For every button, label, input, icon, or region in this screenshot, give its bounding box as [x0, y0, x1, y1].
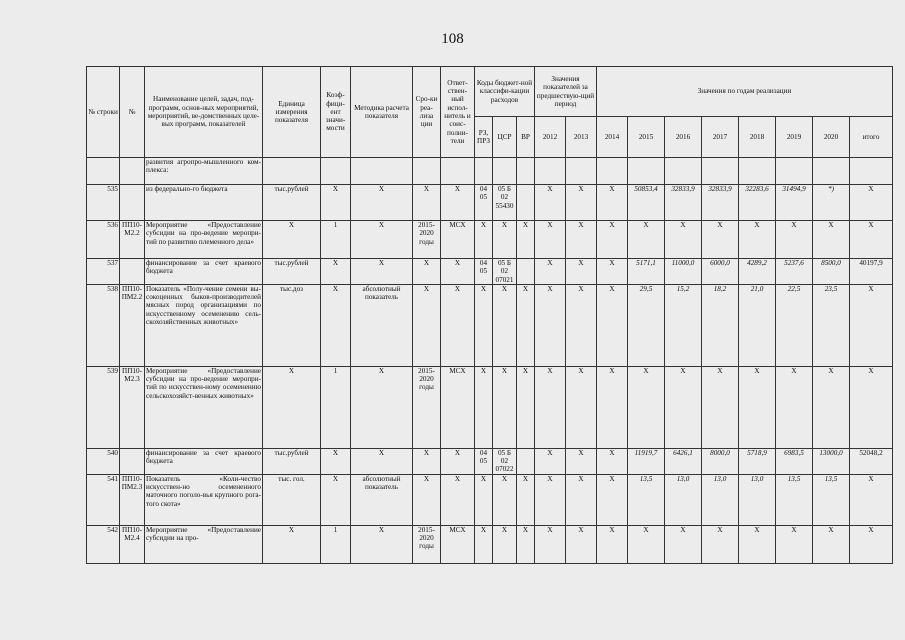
table-cell	[517, 259, 535, 285]
table-cell: X	[413, 259, 441, 285]
table-cell: 8500,0	[813, 259, 850, 285]
table-cell: 18,2	[702, 284, 739, 366]
table-cell: развития агропро-мышленного ком-плекса:	[145, 158, 263, 185]
table-cell: 52048,2	[850, 448, 893, 474]
table-row	[87, 448, 893, 474]
table-cell: Показатель «Коли-чество искусствен-но осемененного маточного поголо-вья крупного рога-того скота»	[145, 474, 263, 525]
table-cell: 22,5	[776, 284, 813, 366]
table-cell: абсолютный показатель	[351, 474, 413, 525]
table-cell: МСХ	[441, 221, 475, 259]
header-unit: Единица измерения показателя	[263, 67, 321, 158]
table-cell	[665, 158, 702, 185]
table-cell: 23,5	[813, 284, 850, 366]
table-cell: X	[413, 474, 441, 525]
table-cell: 13,0	[702, 474, 739, 525]
table-cell	[739, 158, 776, 185]
table-cell: абсолютный показатель	[351, 284, 413, 366]
table-cell	[776, 158, 813, 185]
table-cell: 50853,4	[628, 185, 665, 221]
table-cell: 11919,7	[628, 448, 665, 474]
table-cell: X	[566, 525, 597, 563]
table-cell: X	[441, 448, 475, 474]
table-cell: 04 05	[475, 448, 493, 474]
table-cell: 6000,0	[702, 259, 739, 285]
table-cell: 21,0	[739, 284, 776, 366]
header-year-2014: 2014	[597, 117, 628, 158]
table-cell: 32283,6	[739, 185, 776, 221]
table-cell	[535, 158, 566, 185]
header-year-2013: 2013	[566, 117, 597, 158]
table-cell: X	[475, 474, 493, 525]
table-cell: X	[776, 221, 813, 259]
header-year-2015: 2015	[628, 117, 665, 158]
table-cell	[120, 158, 145, 185]
table-cell: 11000,0	[665, 259, 702, 285]
table-cell: X	[535, 448, 566, 474]
header-row-number: № строки	[87, 67, 120, 158]
table-cell	[351, 158, 413, 185]
table-cell: X	[351, 185, 413, 221]
table-cell: X	[850, 474, 893, 525]
table-cell: тыс.доз	[263, 284, 321, 366]
table-cell	[120, 185, 145, 221]
table-cell: X	[321, 284, 351, 366]
table-cell: 13,5	[776, 474, 813, 525]
table-cell: X	[813, 366, 850, 448]
table-cell: 535	[87, 185, 120, 221]
header-executor: Ответ-ствен-ный испол-нитель и соис-полни-тели	[441, 67, 475, 158]
table-cell	[120, 448, 145, 474]
table-cell: 540	[87, 448, 120, 474]
table-cell: 1	[321, 221, 351, 259]
table-cell: X	[850, 525, 893, 563]
table-cell: X	[517, 474, 535, 525]
table-cell: *)	[813, 185, 850, 221]
program-indicators-table	[86, 66, 893, 564]
table-cell: X	[628, 366, 665, 448]
table-cell: из федерально-го бюджета	[145, 185, 263, 221]
table-cell: 6426,1	[665, 448, 702, 474]
table-cell: X	[566, 474, 597, 525]
table-cell	[413, 158, 441, 185]
table-cell: X	[517, 366, 535, 448]
table-cell: X	[535, 221, 566, 259]
table-cell: 15,2	[665, 284, 702, 366]
table-cell: X	[597, 284, 628, 366]
table-cell: 32833,9	[702, 185, 739, 221]
table-cell: Мероприятие «Предоставление субсидии на про-ведение меропри-тий по искусствен-ному осеменению сельскохозяйст-венных животных»	[145, 366, 263, 448]
table-cell: X	[441, 474, 475, 525]
table-cell: X	[263, 525, 321, 563]
table-cell: 2015-2020 годы	[413, 525, 441, 563]
table-cell: X	[850, 185, 893, 221]
table-cell: X	[441, 259, 475, 285]
table-cell: X	[597, 448, 628, 474]
table-cell: X	[776, 525, 813, 563]
table-cell: ПП10-ПМ2.2	[120, 284, 145, 366]
table-cell: 5237,6	[776, 259, 813, 285]
table-cell: X	[321, 448, 351, 474]
table-cell: X	[566, 259, 597, 285]
table-cell: 541	[87, 474, 120, 525]
header-year-2017: 2017	[702, 117, 739, 158]
table-cell	[850, 158, 893, 185]
table-cell: финансирование за счет краевого бюджета	[145, 259, 263, 285]
table-cell: тыс.рублей	[263, 185, 321, 221]
table-cell: X	[739, 525, 776, 563]
table-cell: ПП10-ПМ2.3	[120, 474, 145, 525]
table-cell: X	[351, 525, 413, 563]
table-cell: X	[321, 474, 351, 525]
table-cell: X	[597, 525, 628, 563]
header-method: Методика расчета показателя	[351, 67, 413, 158]
table-cell: X	[321, 185, 351, 221]
table-cell: X	[413, 185, 441, 221]
table-cell: 8000,0	[702, 448, 739, 474]
table-cell: тыс.рублей	[263, 259, 321, 285]
table-cell: 538	[87, 284, 120, 366]
table-cell	[120, 259, 145, 285]
table-cell: X	[535, 474, 566, 525]
table-cell: 05 Б 02 07021	[493, 259, 517, 285]
table-cell: X	[776, 366, 813, 448]
header-total: итого	[850, 117, 893, 158]
table-cell: X	[535, 525, 566, 563]
table-cell: тыс. гол.	[263, 474, 321, 525]
table-cell: X	[702, 525, 739, 563]
table-cell: X	[351, 259, 413, 285]
table-row	[87, 158, 893, 185]
table-cell: X	[413, 284, 441, 366]
table-cell: X	[321, 259, 351, 285]
table-cell: МСХ	[441, 525, 475, 563]
table-cell: X	[493, 284, 517, 366]
table-cell: 1	[321, 366, 351, 448]
table-cell: X	[628, 221, 665, 259]
table-cell	[517, 185, 535, 221]
table-cell: X	[493, 525, 517, 563]
table-cell	[263, 158, 321, 185]
table-cell: 542	[87, 525, 120, 563]
table-cell: Мероприятие «Предоставление субсидии на про-	[145, 525, 263, 563]
table-cell: 05 Б 02 07022	[493, 448, 517, 474]
table-cell: ПП10-М2.3	[120, 366, 145, 448]
table-row	[87, 366, 893, 448]
table-cell: 04 05	[475, 185, 493, 221]
table-cell: X	[517, 221, 535, 259]
header-values-by-year: Значения по годам реализации	[597, 67, 893, 117]
table-cell: X	[597, 259, 628, 285]
table-cell: X	[566, 221, 597, 259]
table-row	[87, 284, 893, 366]
header-vr: ВР	[517, 117, 535, 158]
table-cell: X	[566, 284, 597, 366]
page-number: 108	[441, 31, 464, 47]
header-year-2018: 2018	[739, 117, 776, 158]
table-cell	[628, 158, 665, 185]
table-cell: 2015-2020 годы	[413, 221, 441, 259]
table-cell	[475, 158, 493, 185]
table-cell: X	[535, 366, 566, 448]
table-cell: X	[850, 221, 893, 259]
table-cell: 40197,9	[850, 259, 893, 285]
table-cell: 13000,0	[813, 448, 850, 474]
header-budget-codes: Коды бюджет-ной классифи-кации расходов	[475, 67, 535, 117]
table-cell: X	[535, 284, 566, 366]
table-cell: X	[665, 221, 702, 259]
table-cell: X	[475, 525, 493, 563]
table-cell: X	[475, 221, 493, 259]
table-cell: 537	[87, 259, 120, 285]
table-cell: 536	[87, 221, 120, 259]
table-cell: X	[739, 221, 776, 259]
table-cell: X	[850, 366, 893, 448]
table-cell: X	[566, 185, 597, 221]
table-cell: 13,5	[813, 474, 850, 525]
header-year-2016: 2016	[665, 117, 702, 158]
table-cell: 6983,5	[776, 448, 813, 474]
table-cell: X	[597, 185, 628, 221]
table-cell: X	[475, 366, 493, 448]
table-cell: X	[597, 474, 628, 525]
table-cell: X	[628, 525, 665, 563]
table-cell: X	[665, 366, 702, 448]
table-cell: X	[535, 259, 566, 285]
table-cell: 31494,9	[776, 185, 813, 221]
header-year-2012: 2012	[535, 117, 566, 158]
table-cell	[517, 448, 535, 474]
table-cell: X	[517, 525, 535, 563]
table-cell: 5171,1	[628, 259, 665, 285]
table-row	[87, 474, 893, 525]
table-cell: X	[493, 366, 517, 448]
header-coefficient: Коэф-фици-ент значи-мости	[321, 67, 351, 158]
table-cell: X	[351, 366, 413, 448]
table-cell: ПП10-М2.4	[120, 525, 145, 563]
table-cell	[597, 158, 628, 185]
table-cell: финансирование за счет краевого бюджета	[145, 448, 263, 474]
table-cell: X	[813, 221, 850, 259]
table-row	[87, 525, 893, 563]
header-name: Наименование целей, задач, под-программ, основ-ных мероприятий, мероприятий, ве-домственных целе-вых программ, показателей	[145, 67, 263, 158]
table-cell: X	[702, 366, 739, 448]
table-cell: X	[813, 525, 850, 563]
table-cell	[517, 158, 535, 185]
table-cell: X	[665, 525, 702, 563]
table-cell	[87, 158, 120, 185]
table-cell: X	[475, 284, 493, 366]
table-cell: 32833,9	[665, 185, 702, 221]
table-cell: X	[413, 448, 441, 474]
table-cell: X	[597, 221, 628, 259]
table-cell: Показатель «Полу-чение семени вы-сокоценных быков-производителей мясных пород организациями по искусственному осеменению сель-скохозяйственных животных»	[145, 284, 263, 366]
table-cell	[441, 158, 475, 185]
table-row	[87, 221, 893, 259]
table-cell: X	[566, 448, 597, 474]
header-number: №	[120, 67, 145, 158]
table-cell: X	[351, 448, 413, 474]
table-cell	[702, 158, 739, 185]
table-cell	[813, 158, 850, 185]
table-cell: X	[263, 366, 321, 448]
header-year-2020: 2020	[813, 117, 850, 158]
table-cell: X	[702, 221, 739, 259]
table-cell: Мероприятие «Предоставление субсидии на про-ведение меропри-тий по развитию племенного дела»	[145, 221, 263, 259]
header-rz: РЗ, ПРЗ	[475, 117, 493, 158]
table-cell	[493, 158, 517, 185]
table-cell: 13,5	[628, 474, 665, 525]
table-cell: 1	[321, 525, 351, 563]
table-cell: тыс.рублей	[263, 448, 321, 474]
table-row	[87, 259, 893, 285]
table-cell: X	[263, 221, 321, 259]
table-cell: 4289,2	[739, 259, 776, 285]
table-row	[87, 185, 893, 221]
table-cell: 05 Б 02 55430	[493, 185, 517, 221]
table-cell: X	[517, 284, 535, 366]
table-cell	[566, 158, 597, 185]
header-year-2019: 2019	[776, 117, 813, 158]
table-cell: X	[566, 366, 597, 448]
table-cell: X	[441, 284, 475, 366]
header-previous-period: Значения показателей за предшествую-щий период	[535, 67, 597, 117]
table-cell: 13,0	[739, 474, 776, 525]
table-cell: 29,5	[628, 284, 665, 366]
header-terms: Сро-ки реа-лиза ции	[413, 67, 441, 158]
table-cell: X	[739, 366, 776, 448]
table-cell: 13,0	[665, 474, 702, 525]
header-csr: ЦСР	[493, 117, 517, 158]
table-cell: X	[597, 366, 628, 448]
table-cell: X	[441, 185, 475, 221]
table-cell: 04 05	[475, 259, 493, 285]
table-cell: 539	[87, 366, 120, 448]
table-cell: ПП10-М2.2	[120, 221, 145, 259]
table-cell: МСХ	[441, 366, 475, 448]
table-cell	[321, 158, 351, 185]
table-cell: 2015-2020 годы	[413, 366, 441, 448]
table-cell: X	[351, 221, 413, 259]
table-cell: X	[535, 185, 566, 221]
table-cell: X	[850, 284, 893, 366]
table-cell: X	[493, 221, 517, 259]
table-cell: X	[493, 474, 517, 525]
table-cell: 5718,9	[739, 448, 776, 474]
